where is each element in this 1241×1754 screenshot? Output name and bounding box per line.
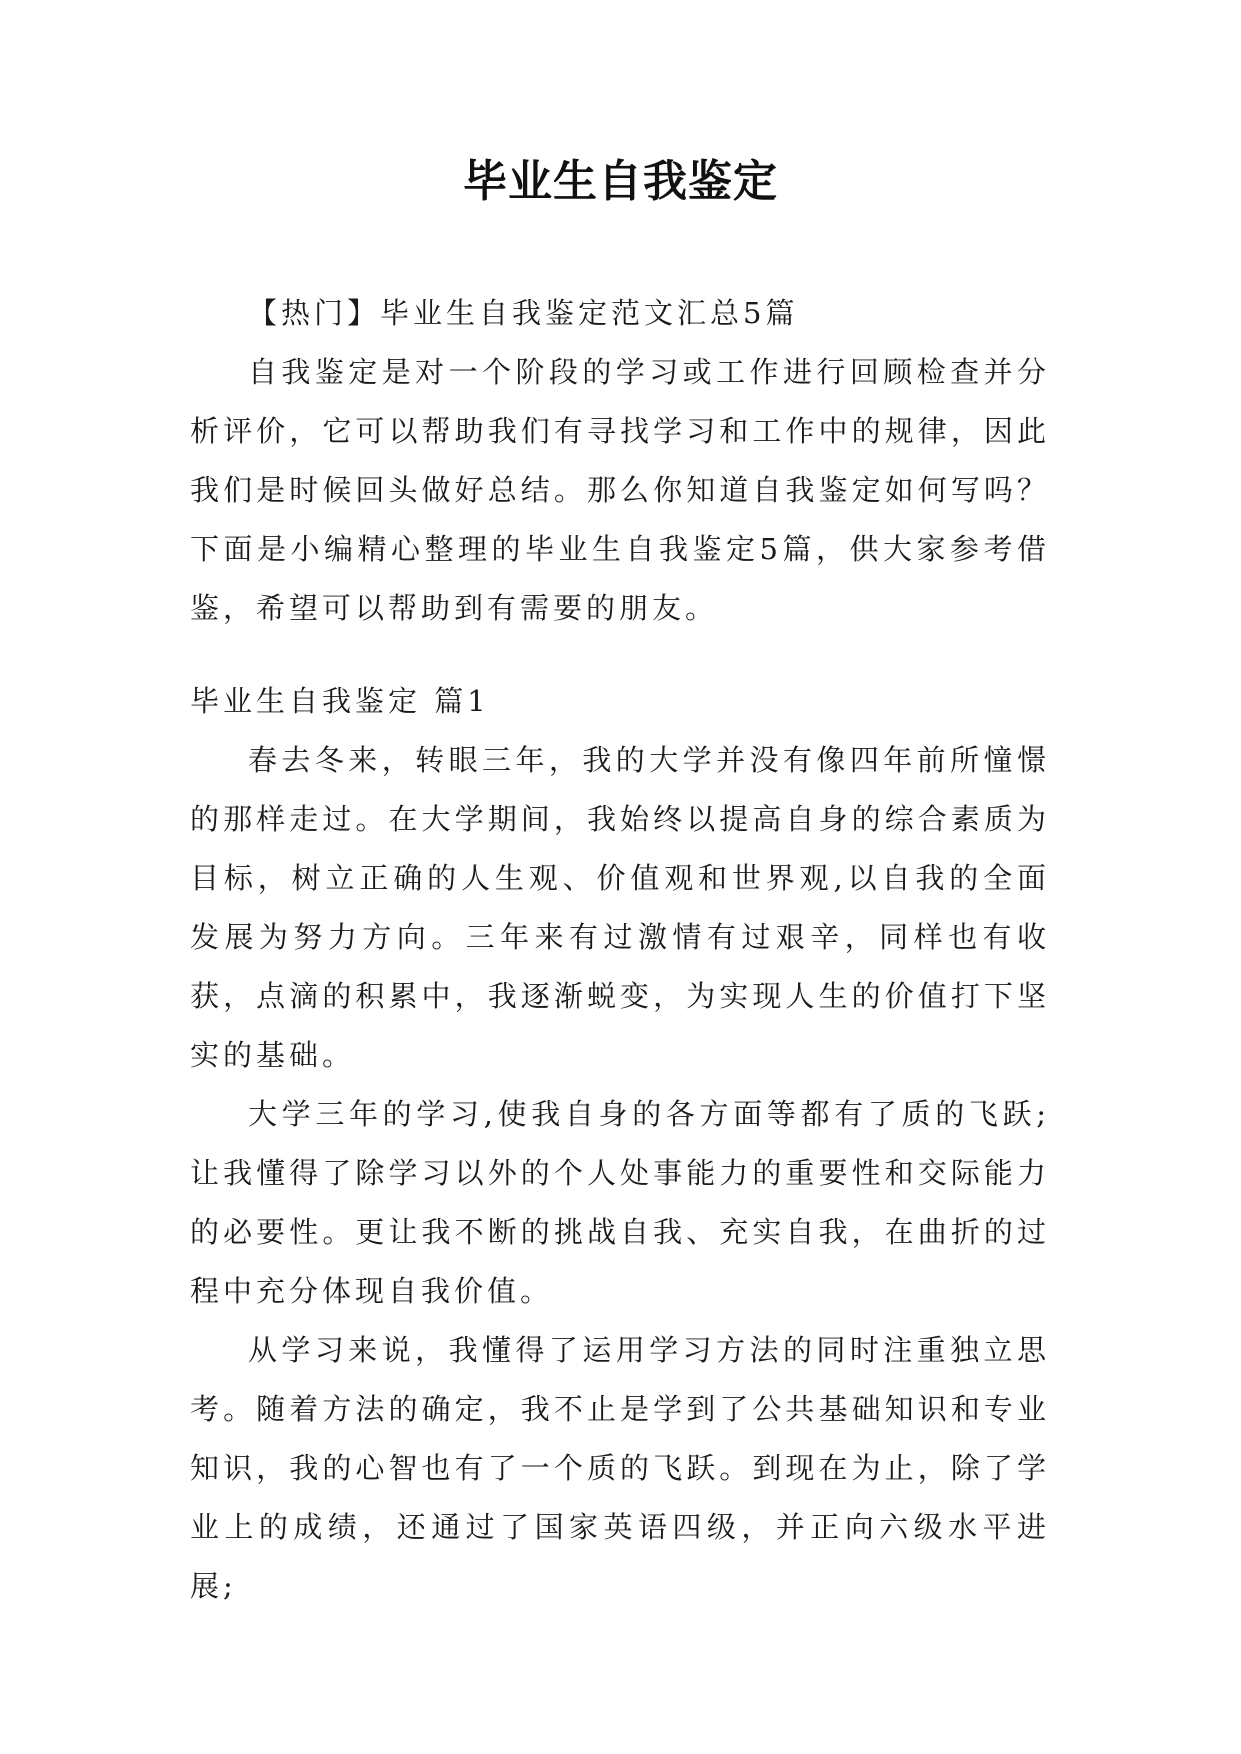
body-paragraph-3: 从学习来说，我懂得了运用学习方法的同时注重独立思考。随着方法的确定，我不止是学到了公共基础知识和专业知识，我的心智也有了一个质的飞跃。到现在为止，除了学业上的成绩，还通过了国家英语四级，并正向六级水平进展; <box>190 1333 1050 1603</box>
document-body <box>190 284 1050 1616</box>
document-title: 毕业生自我鉴定 <box>463 156 778 207</box>
intro-paragraph: 自我鉴定是对一个阶段的学习或工作进行回顾检查并分析评价，它可以帮助我们有寻找学习和工作中的规律，因此我们是时候回头做好总结。那么你知道自我鉴定如何写吗？下面是小编精心整理的毕业生自我鉴定5篇，供大家参考借鉴，希望可以帮助到有需要的朋友。 <box>190 355 1050 625</box>
intro-heading: 【热门】毕业生自我鉴定范文汇总5篇 <box>248 296 799 330</box>
body-paragraph-1: 春去冬来，转眼三年，我的大学并没有像四年前所憧憬的那样走过。在大学期间，我始终以提高自身的综合素质为目标，树立正确的人生观、价值观和世界观,以自我的全面发展为努力方向。三年来有过激情有过艰辛，同样也有收获，点滴的积累中，我逐渐蜕变，为实现人生的价值打下坚实的基础。 <box>190 743 1050 1072</box>
body-paragraph-2: 大学三年的学习,使我自身的各方面等都有了质的飞跃;让我懂得了除学习以外的个人处事能力的重要性和交际能力的必要性。更让我不断的挑战自我、充实自我，在曲折的过程中充分体现自我价值。 <box>190 1097 1050 1308</box>
section-heading: 毕业生自我鉴定 篇1 <box>190 684 490 718</box>
